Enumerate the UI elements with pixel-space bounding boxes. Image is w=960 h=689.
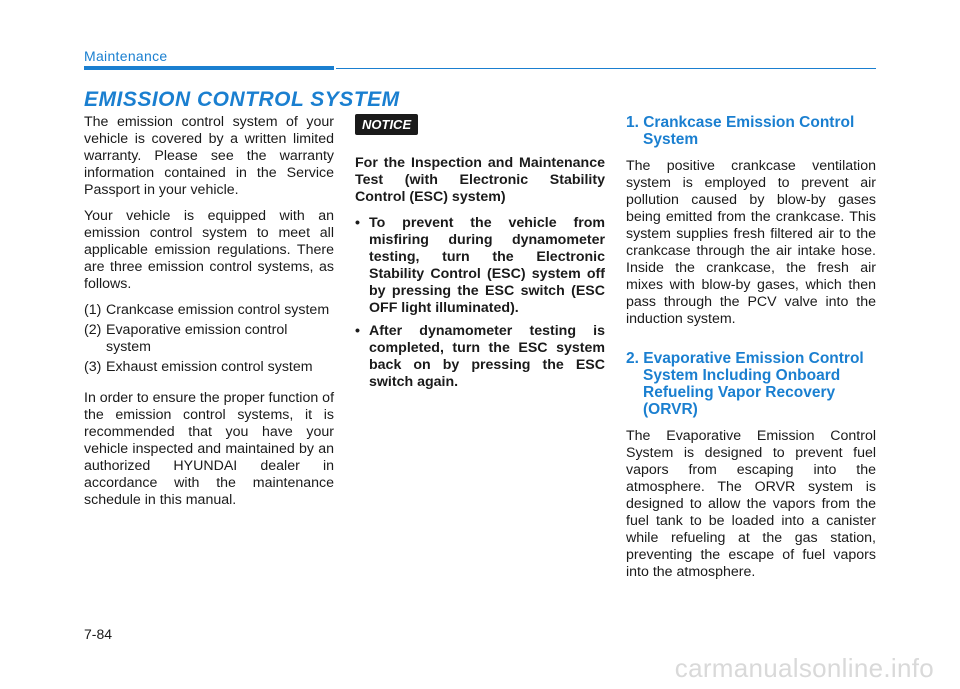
page-number: 7-84 — [84, 626, 113, 642]
list-item-number: (2) — [84, 322, 102, 338]
notice-bullet: • To prevent the vehicle from misfiring during dynamometer testing, turn the Electronic Stability Control (ESC) system off by pressing the ESC switch (ESC OFF light illuminated). — [355, 215, 605, 317]
list-item — [84, 302, 334, 319]
column-right — [626, 114, 876, 590]
list-item — [84, 359, 334, 376]
closing-paragraph: In order to ensure the proper function of the emission control systems, it is recommended that you have your vehicle inspected and maintained by an authorized HYUNDAI dealer in accordance with the maintenance schedule in this manual. — [84, 390, 335, 508]
header-rule-thick — [84, 66, 334, 70]
column-left — [84, 114, 334, 518]
notice-list — [355, 215, 605, 391]
intro-paragraph-2: Your vehicle is equipped with an emission control system to meet all applicable emission regulations. There are three emission control systems, as follows. — [84, 208, 334, 292]
systems-list — [84, 302, 334, 376]
notice-badge: NOTICE — [355, 114, 418, 135]
watermark: carmanualsonline.info — [674, 653, 934, 683]
intro-paragraph-1: The emission control system of your vehicle is covered by a written limited warranty. Please see the warranty information contained in the Service Passport in your vehicle. — [84, 114, 334, 198]
notice-title: For the Inspection and Maintenance Test (with Electronic Stability Control (ESC) system) — [355, 155, 605, 205]
section-label: Maintenance — [84, 48, 168, 64]
subheading-crankcase: 1. Crankcase Emission Control System — [626, 114, 855, 148]
list-item-text: Evaporative emission control system — [106, 322, 288, 355]
crankcase-paragraph: The positive crankcase ventilation system is employed to prevent air pollution caused by blow-by gases being emitted from the crankcase. This system supplies fresh filtered air to the crankcase through the air intake hose. Inside the crankcase, the fresh air mixes with blow-by gases, which then pass through the PCV valve into the induction system. — [626, 158, 876, 327]
column-middle — [355, 114, 605, 397]
evaporative-paragraph: The Evaporative Emission Control System is designed to prevent fuel vapors from escaping into the atmosphere. The ORVR system is designed to allow the vapors from the fuel tank to be loaded into a canister while refueling at the gas station, preventing the escape of fuel vapors into the atmosphere. — [626, 428, 876, 580]
list-item-text: Exhaust emission control system — [106, 359, 313, 375]
header-rule-thin — [336, 68, 876, 69]
page-title: EMISSION CONTROL SYSTEM — [84, 88, 400, 111]
list-item — [84, 322, 334, 356]
list-item-number: (3) — [84, 359, 102, 375]
notice-bullet: • After dynamometer testing is completed, turn the ESC system back on by pressing the ESC switch again. — [355, 323, 605, 391]
subheading-evaporative: 2. Evaporative Emission Control System Including Onboard Refueling Vapor Recovery (ORVR) — [626, 350, 864, 418]
list-item-text: Crankcase emission control system — [106, 302, 330, 318]
list-item-number: (1) — [84, 302, 102, 318]
